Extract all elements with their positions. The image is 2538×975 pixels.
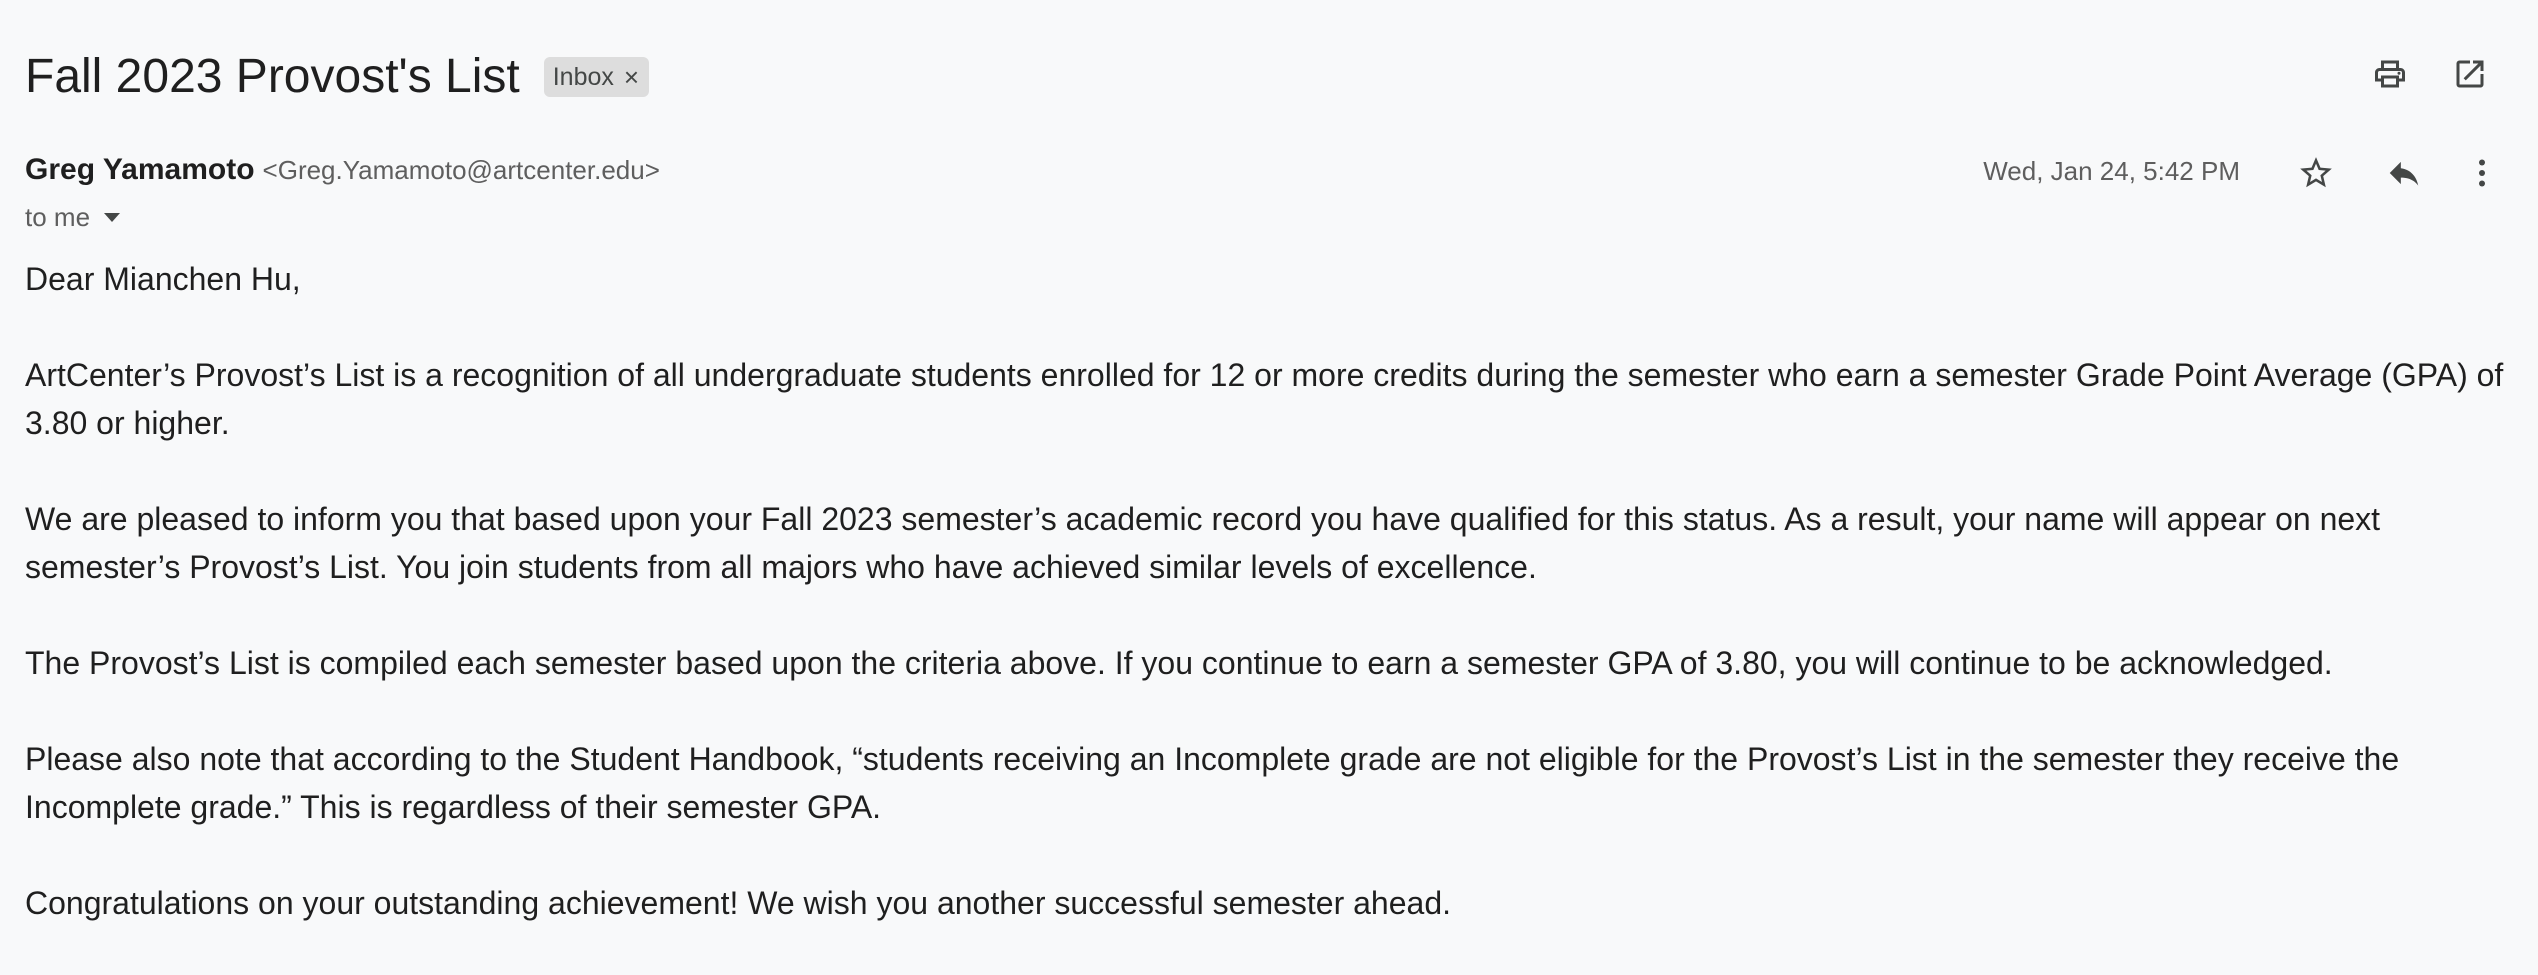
subject-row (25, 44, 2538, 110)
email-paragraph: The Provost’s List is compiled each semester based upon the criteria above. If you continue to earn a semester GPA of 3.80, you will continue to be acknowledged. (25, 645, 2333, 681)
email-greeting: Dear Mianchen Hu, (25, 261, 301, 297)
more-options-button[interactable] (2460, 151, 2504, 195)
star-button[interactable] (2294, 151, 2338, 195)
print-icon (2372, 56, 2408, 92)
email-paragraph: Congratulations on your outstanding achievement! We wish you another successful semester ahead. (25, 885, 1451, 921)
open-in-new-window-icon (2452, 56, 2488, 92)
thread-actions (2368, 52, 2538, 98)
star-icon (2297, 154, 2335, 192)
reply-icon (2385, 154, 2423, 192)
sender-row (25, 153, 660, 193)
recipient-label: to me (25, 201, 91, 232)
inbox-label-chip[interactable] (544, 57, 649, 97)
caret-down-icon[interactable] (104, 213, 120, 222)
reply-button[interactable] (2382, 151, 2426, 195)
email-subject: Fall 2023 Provost's List (25, 50, 520, 103)
close-icon[interactable]: × (623, 61, 640, 92)
more-vertical-icon (2464, 155, 2500, 191)
open-in-new-window-button[interactable] (2448, 52, 2492, 96)
sender-name[interactable]: Greg Yamamoto (25, 153, 255, 186)
email-paragraph: Please also note that according to the Student Handbook, “students receiving an Incomplete grade are not eligible for the Provost’s List in the semester they receive the Incomplete grade.” This is regardless of their semester GPA. (25, 741, 2400, 825)
message-actions (1938, 150, 2538, 196)
print-button[interactable] (2368, 52, 2412, 96)
email-body (25, 255, 2525, 975)
email-paragraph: We are pleased to inform you that based upon your Fall 2023 semester’s academic record you have qualified for this status. As a result, your name will appear on next semester’s Provost’s List. You join students from all majors who have achieved similar levels of excellence. (25, 501, 2381, 585)
message-date: Wed, Jan 24, 5:42 PM (1983, 156, 2240, 186)
recipient-details-toggle[interactable] (25, 200, 120, 234)
label-chip-text: Inbox (552, 62, 614, 91)
sender-email: <Greg.Yamamoto@artcenter.edu> (262, 155, 660, 185)
email-paragraph: ArtCenter’s Provost’s List is a recognition of all undergraduate students enrolled for 12 or more credits during the semester who earn a semester Grade Point Average (GPA) of 3.80 or higher. (25, 357, 2504, 441)
